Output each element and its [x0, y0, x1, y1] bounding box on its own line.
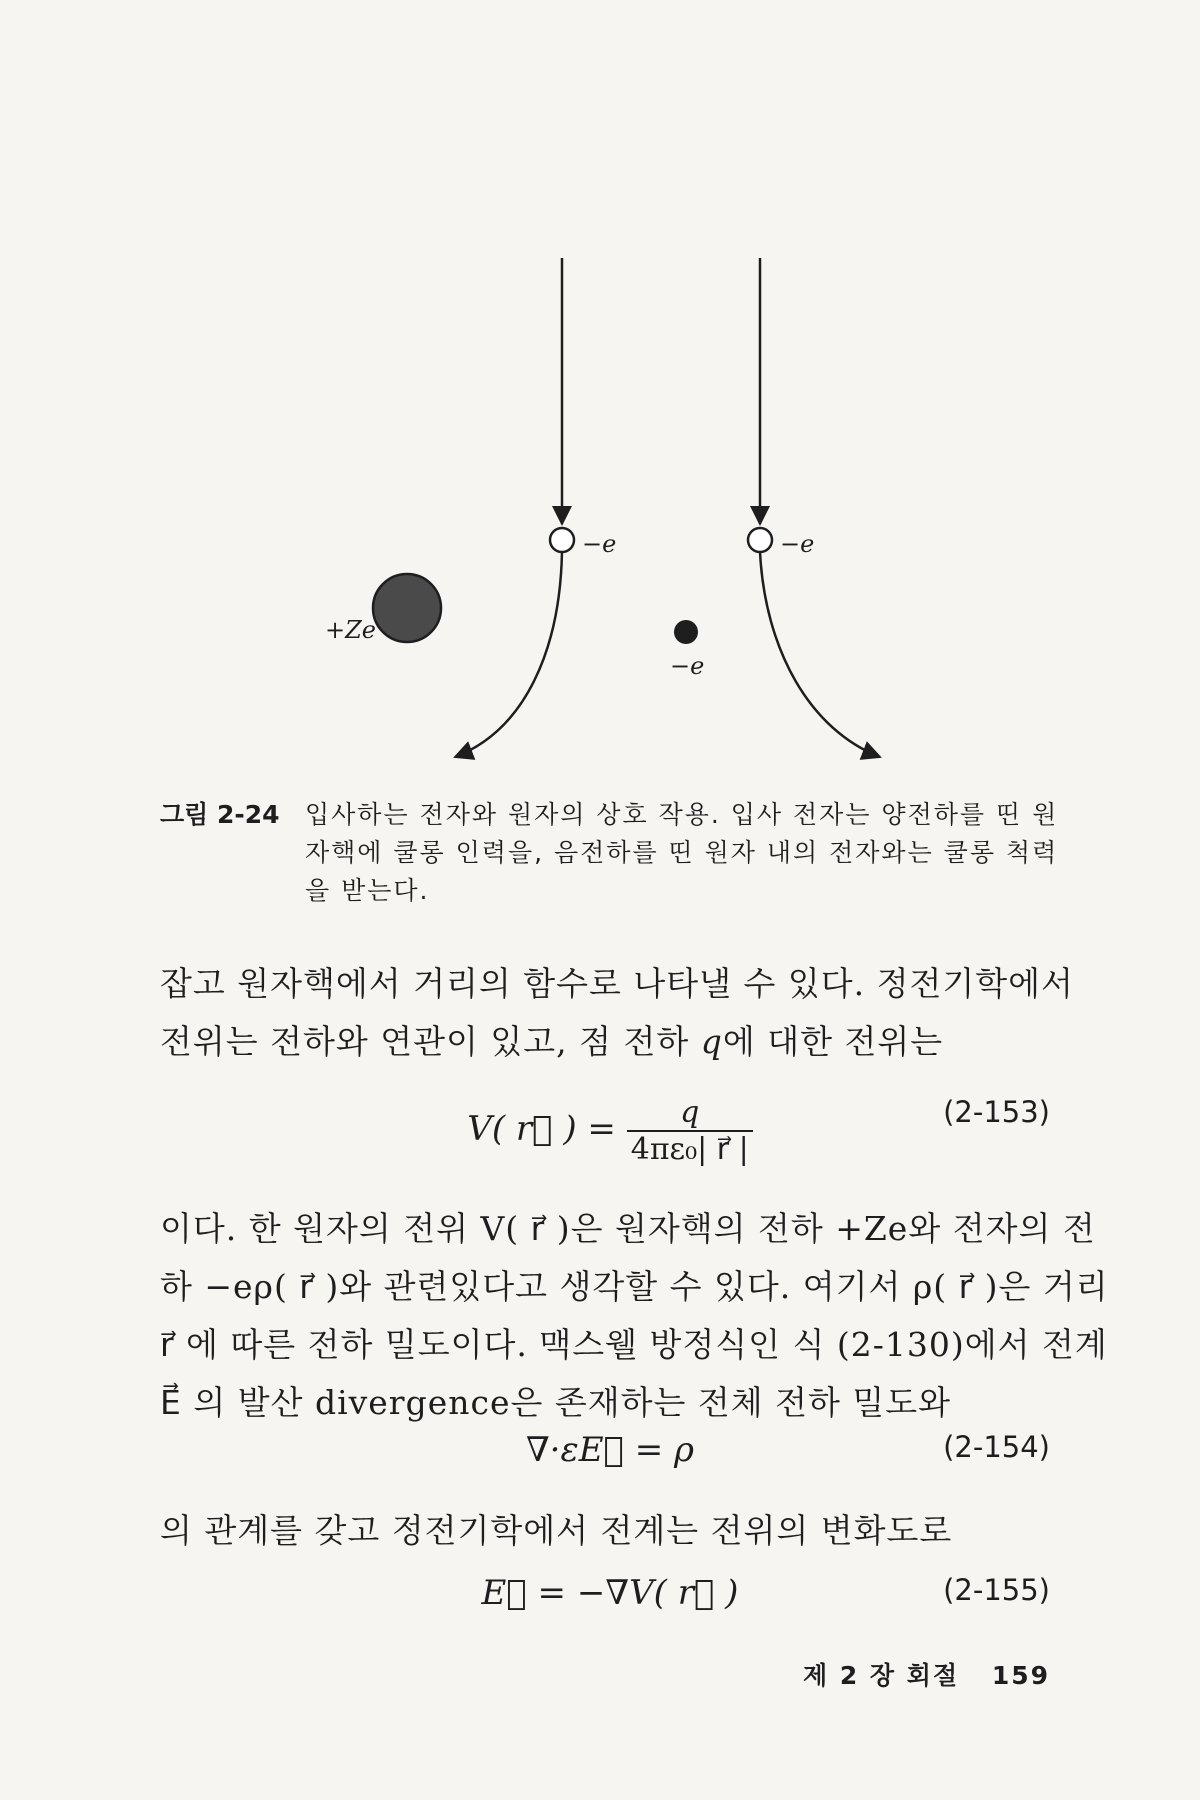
equation-2-153: [160, 1085, 1060, 1167]
paragraph-1-line-2: 전위는 전하와 연관이 있고, 점 전하 q에 대한 전위는: [160, 1022, 944, 1061]
incident-electron-right: [748, 528, 772, 552]
paragraph-1-line-1: 잡고 원자핵에서 거리의 함수로 나타낼 수 있다. 정전기학에서: [160, 964, 1074, 1003]
equation-2-155-body: E⃗ = −∇V( r⃗ ): [481, 1573, 739, 1613]
paragraph-2: [160, 1200, 1109, 1432]
paragraph-2-line-2: 하 −eρ( r⃗ )와 관련있다고 생각할 수 있다. 여기서 ρ( r⃗ )은 거리: [160, 1267, 1109, 1306]
atomic-electron: [674, 620, 698, 644]
equation-2-154-number: (2-154): [943, 1430, 1050, 1464]
scattered-path-left: [455, 552, 562, 757]
page-number: 159: [991, 1661, 1050, 1690]
incident-electron-left: [550, 528, 574, 552]
paragraph-3: [160, 1502, 1060, 1560]
equation-2-153-lhs: V( r⃗ ) =: [467, 1109, 616, 1149]
chapter-title: 제 2 장 회절: [802, 1661, 960, 1690]
equation-2-153-numerator: q: [627, 1095, 753, 1132]
nucleus: [373, 574, 441, 642]
equation-2-153-denominator: 4πε₀| r⃗ |: [630, 1132, 749, 1167]
caption-label: 그림 2-24: [160, 800, 280, 829]
scattered-path-right: [760, 552, 880, 757]
equation-2-154-body: ∇·εE⃗ = ρ: [525, 1430, 695, 1470]
equation-2-154: [160, 1420, 1060, 1490]
incident-electron-right-label: −e: [780, 530, 815, 558]
atomic-electron-label: −e: [670, 652, 705, 680]
equation-2-153-number: (2-153): [943, 1095, 1050, 1129]
paragraph-2-line-3: r⃗ 에 따른 전하 밀도이다. 맥스웰 방정식인 식 (2-130)에서 전계: [160, 1325, 1108, 1364]
equation-2-155-number: (2-155): [943, 1573, 1050, 1607]
scattering-figure: [0, 0, 1200, 780]
paragraph-3-line-1: 의 관계를 갖고 정전기학에서 전계는 전위의 변화도로: [160, 1511, 953, 1550]
caption-text: 입사하는 전자와 원자의 상호 작용. 입사 전자는 양전하를 띤 원자핵에 쿨롱 인력을, 음전하를 띤 원자 내의 전자와는 쿨롱 척력을 받는다.: [305, 800, 1059, 905]
paragraph-1: [160, 955, 1074, 1071]
paragraph-2-line-1: 이다. 한 원자의 전위 V( r⃗ )은 원자핵의 전하 +Ze와 전자의 전: [160, 1209, 1096, 1248]
paragraph-2-line-4: E⃗ 의 발산 divergence은 존재하는 전체 전하 밀도와: [160, 1383, 951, 1422]
equation-2-153-body: [160, 1095, 1060, 1167]
nucleus-label: +Ze: [325, 616, 376, 644]
equation-2-155: [160, 1563, 1060, 1633]
page-footer: [803, 1656, 1050, 1692]
figure-caption: [160, 796, 1060, 910]
incident-electron-left-label: −e: [582, 530, 617, 558]
equation-2-153-fraction: [627, 1095, 753, 1167]
